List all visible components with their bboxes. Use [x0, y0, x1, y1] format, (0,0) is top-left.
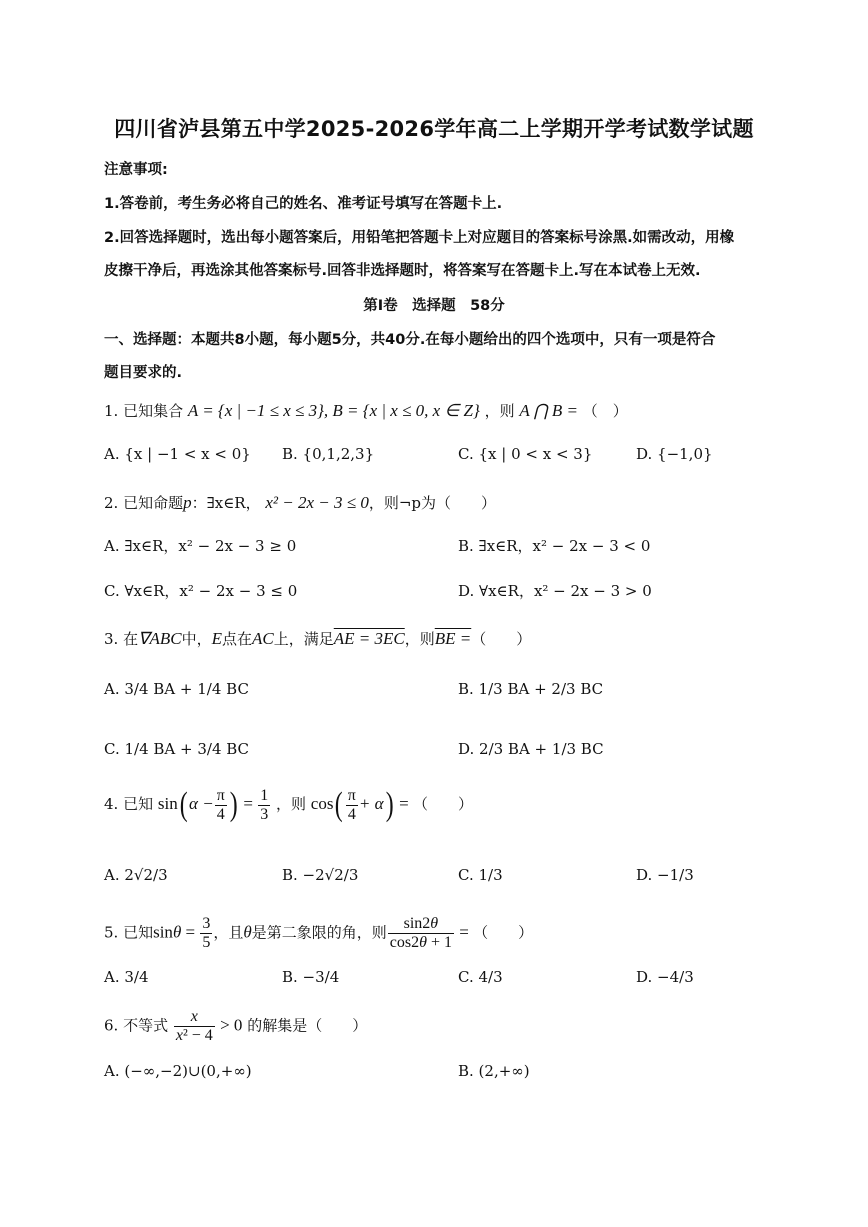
question-4-option-b: B. −2√2/3 [282, 866, 359, 884]
question-1-option-d: D. {−1,0} [636, 445, 713, 463]
notice-item-2-line-1: 2.回答选择题时，选出每小题答案后，用铅笔把答题卡上对应题目的答案标号涂黑.如需改动，用橡 [104, 230, 735, 246]
question-4-pi-over-4-b: $\frac{\pi}{4}$ [347, 786, 356, 823]
question-3-option-d: D. 2/3 BA + 1/3 BC [458, 740, 604, 758]
question-6-fraction: $\frac{x}{\text{x² − 4}}$ [175, 1008, 213, 1044]
question-5-text: ，且 [213, 923, 244, 942]
question-6-stem [104, 1008, 367, 1045]
question-4-paren-close-2: ) [385, 786, 394, 823]
question-3-stem [104, 628, 531, 649]
question-4-paren-close: ) [229, 786, 238, 823]
question-5-option-b: B. −3/4 [282, 968, 340, 986]
question-2-option-a: A. ∃x∈R，x² − 2x − 3 ≥ 0 [104, 537, 297, 555]
question-4-blank: （ ） [412, 795, 473, 813]
question-4-equals: = [239, 794, 258, 813]
question-2-stem [104, 492, 496, 513]
question-4-plus-alpha: + α [358, 794, 384, 813]
question-5-theta-2: θ [243, 922, 252, 942]
question-4-option-c: C. 1/3 [458, 866, 503, 884]
question-3-text: 中， [181, 630, 212, 648]
question-1-option-a: A. {x | −1 < x < 0} [104, 445, 251, 463]
question-1-option-b: B. {0,1,2,3} [282, 445, 375, 463]
question-2-suffix: ，则¬p为（ ） [368, 494, 497, 512]
question-6-prefix: 6. 不等式 [104, 1016, 169, 1035]
question-4-one-third: $\frac{1}{3}$ [260, 786, 269, 823]
question-4-paren-open: ( [179, 786, 188, 823]
question-5-option-a: A. 3/4 [104, 968, 149, 986]
question-3-text-3: 上，满足 [273, 630, 334, 648]
question-3-option-c: C. 1/4 BA + 3/4 BC [104, 740, 250, 758]
question-5-three-fifths: $\frac{3}{5}$ [202, 915, 211, 951]
question-1-intersection: A ⋂ B = [519, 401, 578, 420]
question-4-target-cos: cos [310, 794, 334, 813]
question-5-expression: $\frac{\sin 2\theta}{\cos 2\theta + 1}$ [389, 915, 452, 951]
question-3-condition: AE = 3EC [333, 629, 405, 648]
question-5-stem [104, 915, 533, 952]
question-1-prefix: 1. 已知集合 [104, 402, 184, 420]
question-1-option-c: C. {x | 0 < x < 3} [458, 445, 593, 463]
question-5-option-d: D. −4/3 [636, 968, 694, 986]
question-4-option-d: D. −1/3 [636, 866, 694, 884]
part1-instructions-line-1: 一、选择题：本题共8小题，每小题5分，共40分.在每小题给出的四个选项中，只有一项是符合 [104, 332, 716, 348]
question-2-prefix: 2. 已知命题 [104, 494, 184, 512]
question-2-quantifier: ：∃x∈R， [191, 494, 261, 512]
question-3-text-2: 点在 [221, 630, 252, 648]
question-5-blank: （ ） [473, 923, 534, 942]
question-4-equals-2: = [394, 794, 413, 813]
question-4-stem [104, 786, 473, 824]
question-6-text: 的解集是（ ） [247, 1016, 368, 1035]
question-5-equals-2: = [455, 922, 474, 942]
question-4-pi-over-4: $\frac{\pi}{4}$ [216, 786, 225, 823]
question-6-option-b: B. (2,+∞) [458, 1062, 530, 1080]
question-6-option-a: A. (−∞,−2)∪(0,+∞) [104, 1062, 252, 1080]
question-2-proposition: p [183, 493, 192, 512]
question-4-text: ，则 [275, 795, 306, 813]
notice-item-1: 1.答卷前，考生务必将自己的姓名、准考证号填写在答题卡上. [104, 196, 503, 212]
question-2-option-c: C. ∀x∈R，x² − 2x − 3 ≤ 0 [104, 582, 298, 600]
question-3-option-a: A. 3/4 BA + 1/4 BC [104, 680, 249, 698]
question-4-given-sin: sin [157, 794, 178, 813]
question-5-prefix: 5. 已知 [104, 923, 154, 942]
question-3-vector-be: BE = [434, 629, 472, 648]
question-3-point-e: E [211, 629, 222, 648]
question-3-segment-ac: AC [252, 629, 274, 648]
question-3-triangle: ∇ABC [138, 629, 182, 648]
question-1-blank: （ ） [582, 402, 628, 420]
question-5-option-c: C. 4/3 [458, 968, 503, 986]
question-3-option-b: B. 1/3 BA + 2/3 BC [458, 680, 604, 698]
question-2-option-b: B. ∃x∈R，x² − 2x − 3 < 0 [458, 537, 651, 555]
question-4-paren-open-2: ( [335, 786, 344, 823]
question-2-option-d: D. ∀x∈R，x² − 2x − 3 > 0 [458, 582, 652, 600]
question-5-theta: θ [172, 922, 182, 942]
question-4-prefix: 4. 已知 [104, 795, 154, 813]
notice-item-2-line-2: 皮擦干净后，再选涂其他答案标号.回答非选择题时，将答案写在答题卡上.写在本试卷上无效. [104, 263, 701, 279]
question-3-blank: （ ） [471, 630, 532, 648]
question-4-option-a: A. 2√2/3 [104, 866, 168, 884]
question-5-equals: = [181, 922, 200, 942]
part1-instructions-line-2: 题目要求的. [104, 365, 183, 381]
question-5-text-2: 是第二象限的角，则 [251, 923, 387, 942]
notice-heading: 注意事项: [104, 162, 168, 178]
question-1-suffix: ，则 [484, 402, 515, 420]
question-2-inequality: x² − 2x − 3 ≤ 0 [265, 493, 369, 512]
exam-title: 四川省泸县第五中学2025-2026学年高二上学期开学考试数学试题 [114, 117, 754, 141]
question-6-greater-zero: > 0 [215, 1015, 243, 1035]
question-3-text-4: ，则 [404, 630, 435, 648]
question-4-alpha: α − [189, 794, 214, 813]
section-header: 第I卷 选择题 58分 [363, 298, 505, 314]
question-1-stem [104, 400, 628, 421]
question-3-prefix: 3. 在 [104, 630, 139, 648]
question-5-sin: sin [153, 922, 173, 942]
question-1-sets: A = {x | −1 ≤ x ≤ 3}, B = {x | x ≤ 0, x ∈ Z} [187, 401, 480, 420]
